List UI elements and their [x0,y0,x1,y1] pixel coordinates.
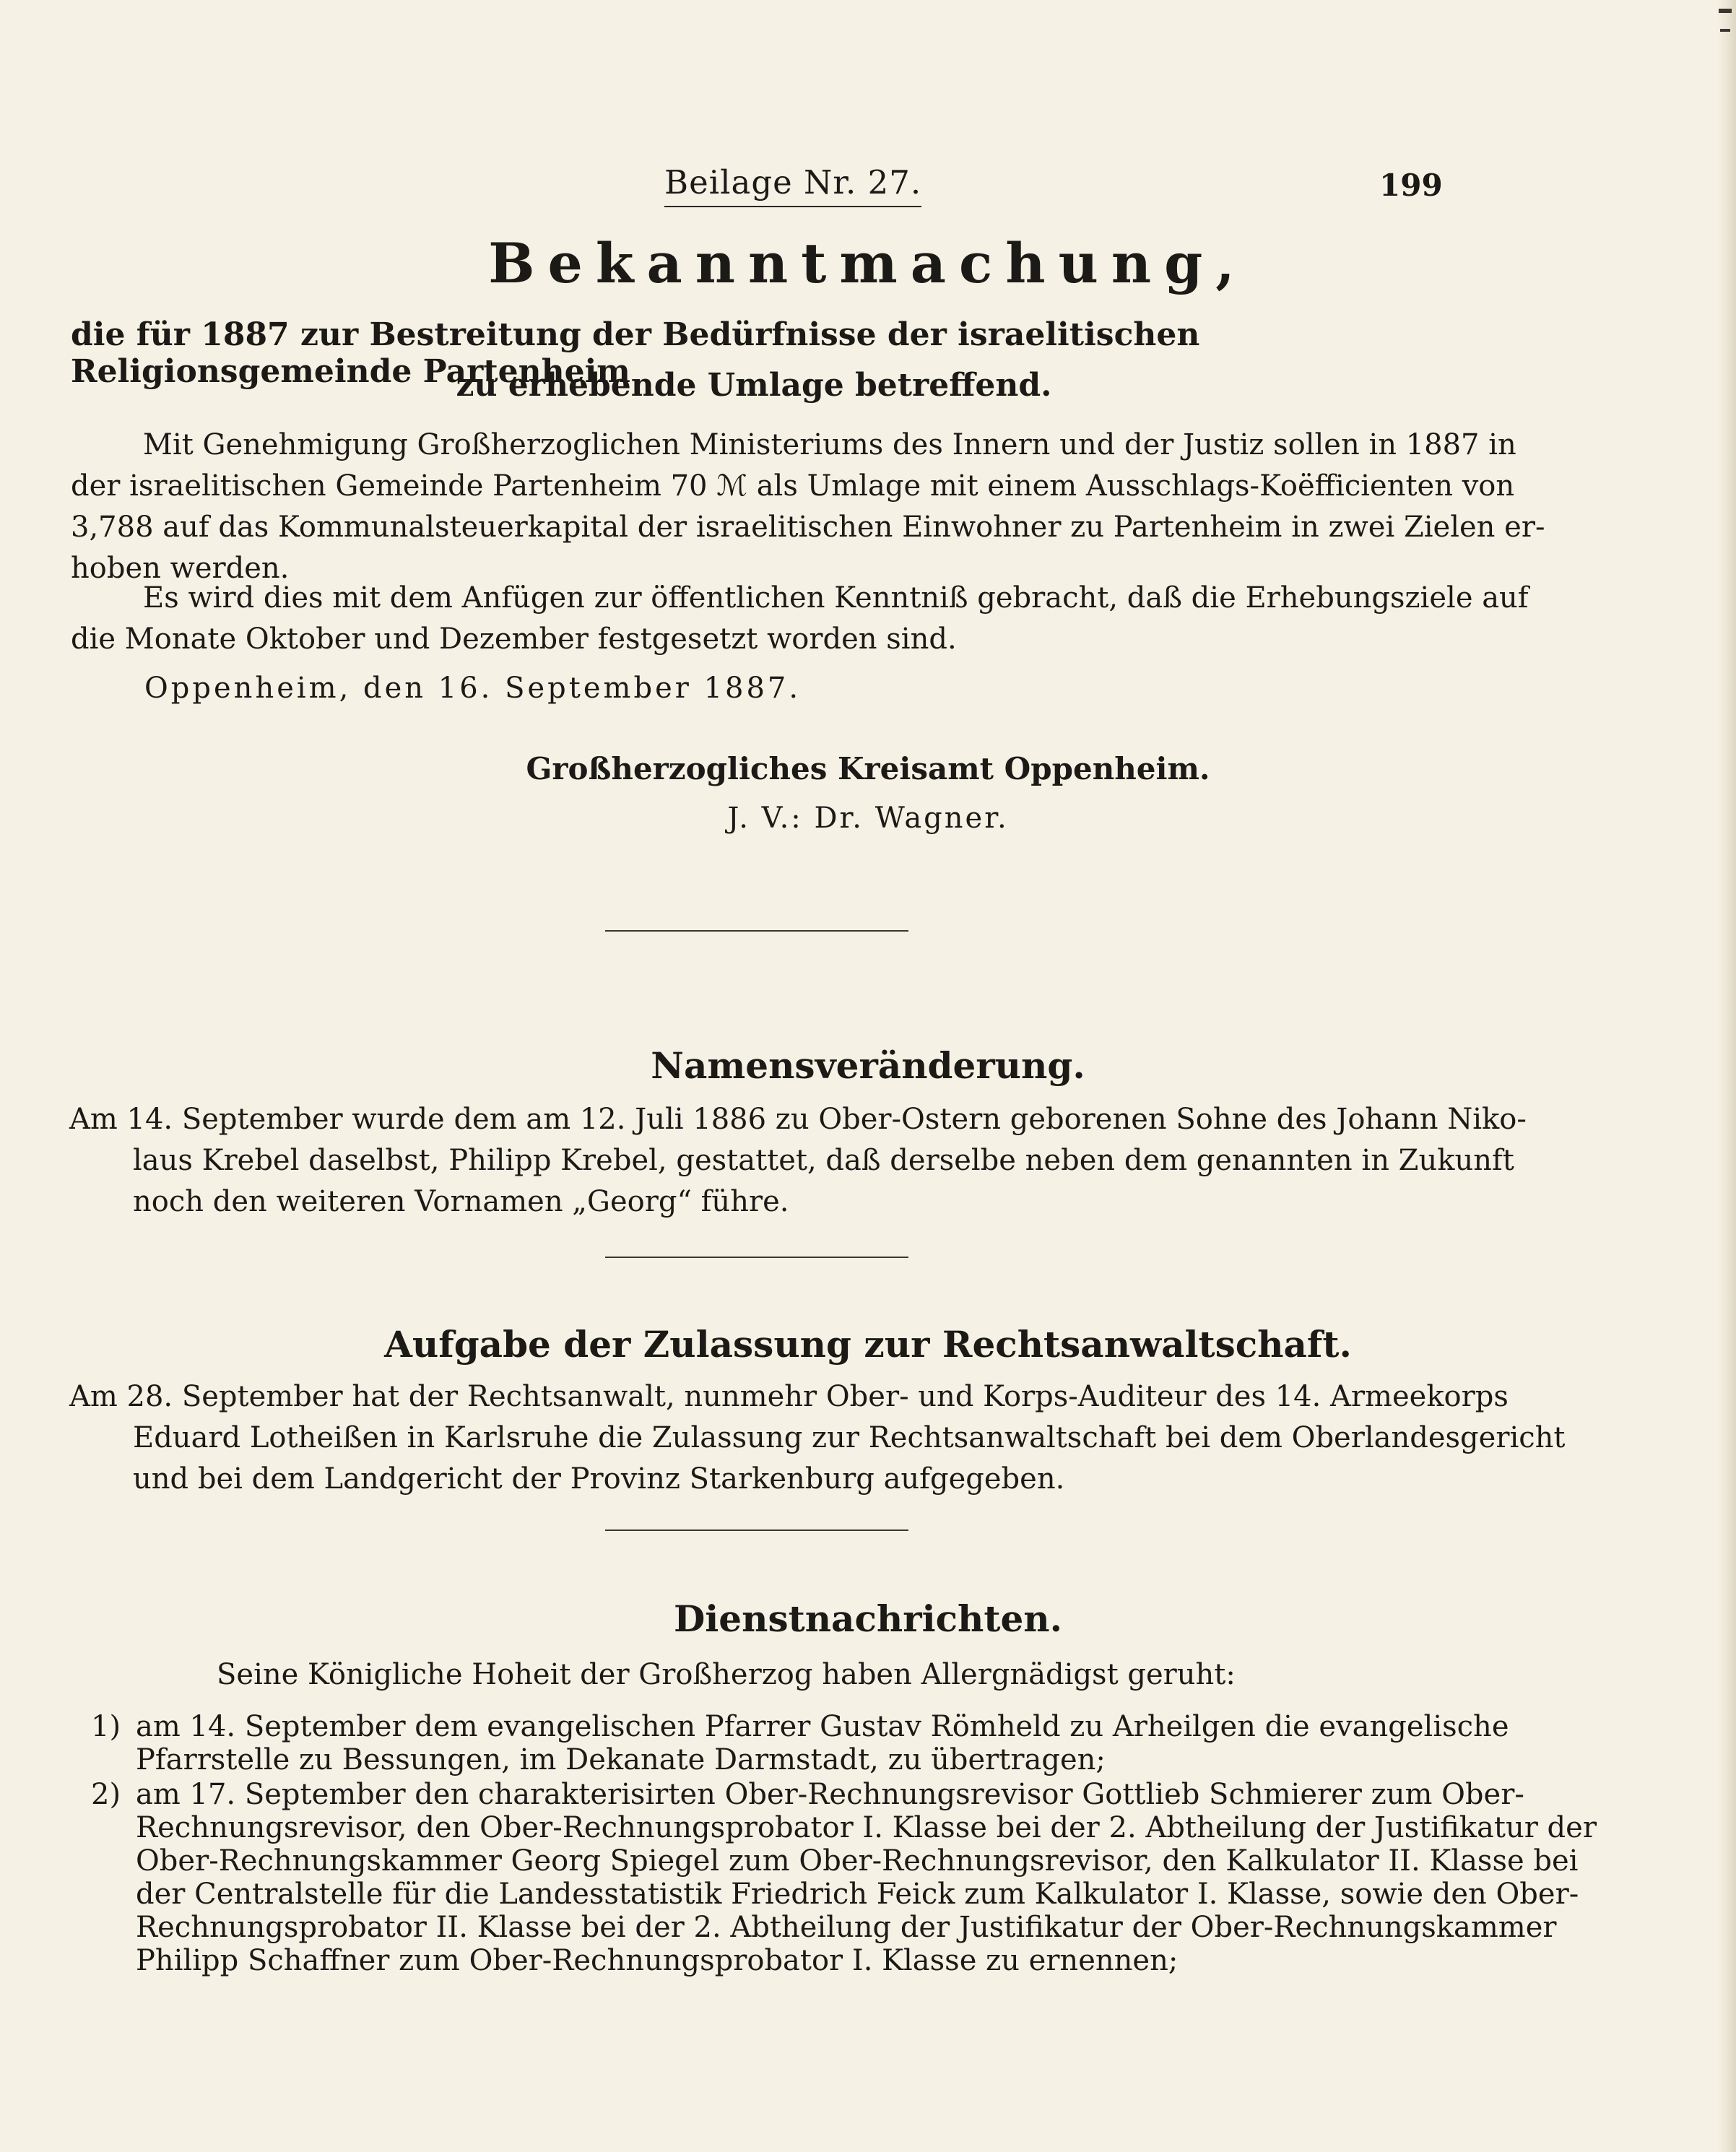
supplement-label: Beilage Nr. 27. [664,163,921,207]
section-divider [605,1257,908,1258]
text-line: am 14. September dem evangelischen Pfarrer Gustav Römheld zu Arheilgen die evangelische [136,1710,1509,1743]
admission-paragraph [69,1376,1566,1500]
service-lead: Seine Königliche Hoheit der Großherzog haben Allergnädigst geruht: [217,1658,1236,1691]
edge-mark [1720,29,1730,32]
text-line: und bei dem Landgericht der Provinz Starkenburg aufgegeben. [133,1462,1065,1496]
page-number: 199 [1379,168,1443,203]
issuing-office: Großherzogliches Kreisamt Oppenheim. [526,751,1210,786]
item-number: 1) [91,1710,121,1743]
notice-subtitle-line-2: zu erhebende Umlage betreffend. [456,367,1052,404]
notice-paragraph-2 [71,578,1529,660]
signature: J. V.: Dr. Wagner. [727,802,1009,835]
section-divider [605,930,908,932]
text-line: noch den weiteren Vornamen „Georg“ führe. [133,1185,789,1218]
text-line: laus Krebel daselbst, Philipp Krebel, gestattet, daß derselbe neben dem genannten in Zukunft [133,1144,1514,1177]
text-line: Pfarrstelle zu Bessungen, im Dekanate Darmstadt, zu übertragen; [136,1743,1106,1776]
text-line: 3,788 auf das Kommunalsteuerkapital der israelitischen Einwohner zu Partenheim in zwei Zielen er- [71,511,1545,544]
item-number: 2) [91,1778,121,1811]
text-line: Eduard Lotheißen in Karlsruhe die Zulassung zur Rechtsanwaltschaft bei dem Oberlandesgericht [133,1421,1566,1454]
text-line: Mit Genehmigung Großherzoglichen Ministeriums des Innern und der Justiz sollen in 1887 in [143,428,1516,461]
notice-paragraph-1 [71,425,1545,589]
text-line: der israelitischen Gemeinde Partenheim 70 ℳ als Umlage mit einem Ausschlags-Koëfficienten von [71,469,1515,503]
edge-mark [1719,9,1732,13]
text-line: hoben werden. [71,552,290,585]
subtitle-text: die für 1887 zur Bestreitung der Bedürfnisse der israelitischen Religionsgemeinde Partenheim [71,316,1200,390]
name-change-paragraph [69,1099,1527,1223]
list-item [91,1778,1597,1977]
page-header [0,157,1736,215]
text-line: Ober-Rechnungskammer Georg Spiegel zum Ober-Rechnungsrevisor, den Kalkulator II. Klasse bei [136,1844,1579,1878]
text-line: Rechnungsrevisor, den Ober-Rechnungsprobator I. Klasse bei der 2. Abtheilung der Justifikatur der [136,1811,1597,1844]
text-line: Am 14. September wurde dem am 12. Juli 1886 zu Ober-Ostern geborenen Sohne des Johann Niko- [69,1103,1527,1136]
item-text [136,1778,1597,1977]
name-change-heading: Namensveränderung. [651,1044,1085,1087]
text-line: die Monate Oktober und Dezember festgesetzt worden sind. [71,622,957,656]
text-line: Am 28. September hat der Rechtsanwalt, nunmehr Ober- und Korps-Auditeur des 14. Armeekorps [69,1380,1509,1413]
text-line: der Centralstelle für die Landesstatistik Friedrich Feick zum Kalkulator I. Klasse, sowie den Ober- [136,1878,1579,1911]
place-date: Oppenheim, den 16. September 1887. [144,672,802,705]
text-line: Philipp Schaffner zum Ober-Rechnungsprobator I. Klasse zu ernennen; [136,1944,1179,1977]
admission-heading: Aufgabe der Zulassung zur Rechtsanwaltschaft. [384,1323,1352,1366]
item-text [136,1710,1509,1776]
service-news-heading: Dienstnachrichten. [673,1597,1063,1640]
list-item [91,1710,1509,1776]
section-divider [605,1530,908,1531]
text-line: Es wird dies mit dem Anfügen zur öffentlichen Kenntniß gebracht, daß die Erhebungsziele auf [143,581,1529,615]
text-line: am 17. September den charakterisirten Ober-Rechnungsrevisor Gottlieb Schmierer zum Ober- [136,1778,1524,1811]
notice-title: Bekanntmachung, [488,231,1248,295]
text-line: Rechnungsprobator II. Klasse bei der 2. Abtheilung der Justifikatur der Ober-Rechnungskammer [136,1911,1557,1944]
